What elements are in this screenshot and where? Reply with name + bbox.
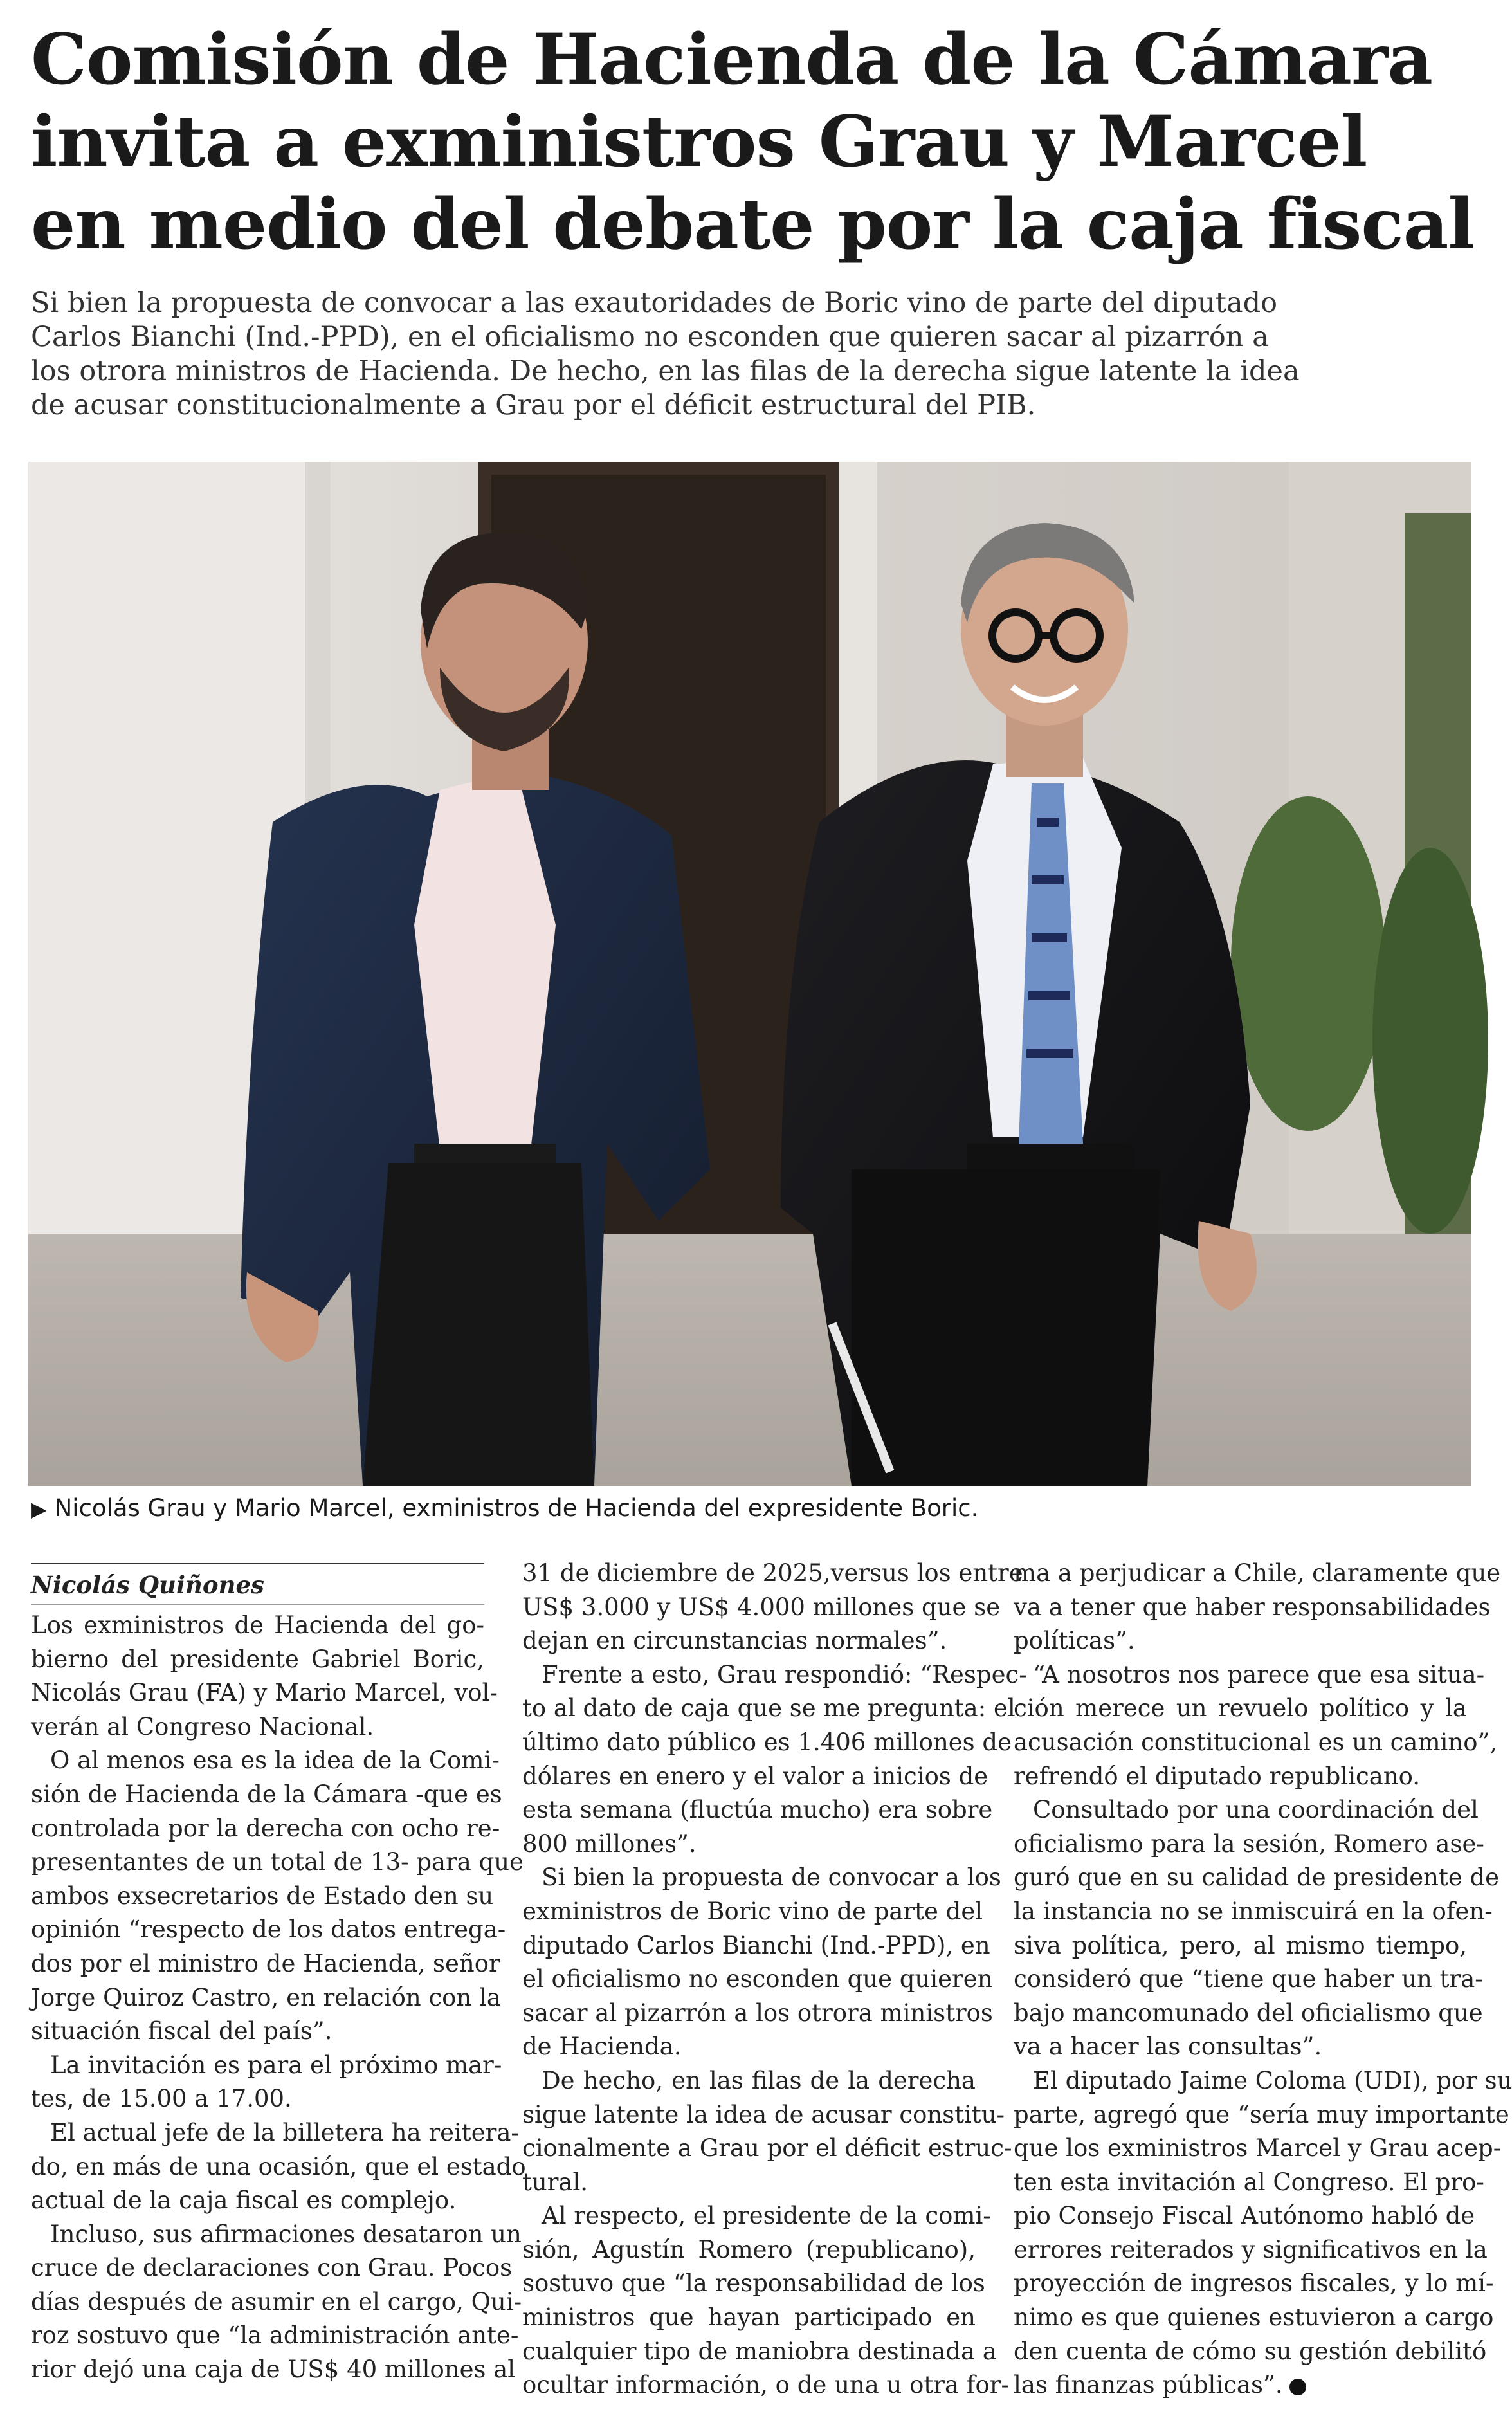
text-line: acusación constitucional es un camino”, (1014, 1728, 1498, 1756)
last-line-text: las finanzas públicas”. (1014, 2371, 1283, 2399)
text-line: ten esta invitación al Congreso. El pro- (1014, 2168, 1484, 2196)
text-line: dólares en enero y el valor a inicios de (522, 1762, 988, 1790)
article-column-1 (31, 1557, 526, 2387)
text-line: Frente a esto, Grau respondió: “Respec- (542, 1660, 1027, 1688)
text-line: esta semana (fluctúa mucho) era sobre (522, 1796, 993, 1824)
text-line: siva política, pero, al mismo tiempo, (1014, 1931, 1467, 1959)
article-column-2 (522, 1557, 1027, 2402)
article-column-3 (1014, 1557, 1512, 2402)
text-line: O al menos esa es la idea de la Comi- (50, 1746, 500, 1775)
text-line: dos por el ministro de Hacienda, señor (31, 1949, 500, 1977)
byline-rule (31, 1563, 484, 1564)
deck-line: de acusar constitucionalmente a Grau por el déficit estructural del PIB. (31, 389, 1036, 421)
text-line: bajo mancomunado del oficialismo que (1014, 1999, 1483, 2027)
headline-line: invita a exministros Grau y Marcel (31, 100, 1367, 183)
deck-line: los otrora ministros de Hacienda. De hecho, en las filas de la derecha sigue latente la idea (31, 355, 1300, 387)
text-line: Al respecto, el presidente de la comi- (542, 2202, 991, 2230)
text-line: controlada por la derecha con ocho re- (31, 1814, 500, 1842)
text-line: sión, Agustín Romero (republicano), (522, 2235, 976, 2264)
text-line: “A nosotros nos parece que esa situa- (1033, 1660, 1485, 1688)
text-line: situación fiscal del país”. (31, 2017, 332, 2045)
text-line: proyección de ingresos fiscales, y lo mí- (1014, 2269, 1494, 2298)
text-line: errores reiterados y significativos en la (1014, 2235, 1488, 2264)
byline: Nicolás Quiñones (31, 1571, 264, 1599)
text-line: El actual jefe de la billetera ha reitera- (50, 2118, 519, 2146)
text-line: Los exministros de Hacienda del go- (31, 1611, 484, 1639)
text-line: cionalmente a Grau por el déficit estruc- (522, 2134, 1012, 2163)
text-line: días después de asumir en el cargo, Qui- (31, 2287, 522, 2316)
text-line: Incluso, sus afirmaciones desataron un (50, 2220, 522, 2248)
text-line: actual de la caja fiscal es complejo. (31, 2186, 457, 2215)
text-line: bierno del presidente Gabriel Boric, (31, 1645, 484, 1673)
text-line: guró que en su calidad de presidente de (1014, 1863, 1500, 1892)
text-line: Nicolás Grau (FA) y Mario Marcel, vol- (31, 1679, 498, 1707)
text-line: exministros de Boric vino de parte del (522, 1897, 983, 1925)
caption-arrow-icon: ▶ (31, 1497, 47, 1521)
text-line: to al dato de caja que se me pregunta: el (522, 1694, 1016, 1723)
text-line: tes, de 15.00 a 17.00. (31, 2085, 292, 2113)
byline-rule (31, 1604, 484, 1605)
text-line: 800 millones”. (522, 1829, 697, 1858)
text-line: va a tener que haber responsabilidades (1014, 1593, 1491, 1621)
text-line: cualquier tipo de maniobra destinada a (522, 2337, 997, 2365)
text-line: opinión “respecto de los datos entrega- (31, 1916, 506, 1944)
text-line: El diputado Jaime Coloma (UDI), por su (1033, 2066, 1512, 2094)
deck-line: Carlos Bianchi (Ind.-PPD), en el oficialismo no esconden que quieren sacar al pizarrón a (31, 321, 1269, 353)
text-line: Jorge Quiroz Castro, en relación con la (31, 1983, 501, 2011)
text-line: va a hacer las consultas”. (1014, 2033, 1322, 2061)
text-line: ocultar información, o de una u otra for- (522, 2371, 1009, 2399)
text-line: la instancia no se inmiscuirá en la ofen- (1014, 1897, 1493, 1925)
text-line: presentantes de un total de 13- para que (31, 1848, 524, 1876)
text-line: de Hacienda. (522, 2033, 682, 2061)
news-photo (28, 462, 1471, 1486)
text-line: políticas”. (1014, 1627, 1135, 1655)
text-line: último dato público es 1.406 millones de (522, 1728, 1012, 1756)
text-line: que los exministros Marcel y Grau acep- (1014, 2134, 1502, 2163)
text-line: ministros que hayan participado en (522, 2303, 976, 2332)
headline-line: Comisión de Hacienda de la Cámara (31, 18, 1433, 100)
text-line: cruce de declaraciones con Grau. Pocos (31, 2254, 513, 2282)
headline (31, 18, 1474, 265)
caption-text: Nicolás Grau y Mario Marcel, exministros de Hacienda del expresidente Boric. (54, 1494, 979, 1522)
text-line: diputado Carlos Bianchi (Ind.-PPD), en (522, 1931, 990, 1959)
text-line: US$ 3.000 y US$ 4.000 millones que se (522, 1593, 1001, 1621)
text-line: Si bien la propuesta de convocar a los (542, 1863, 1001, 1892)
text-line: do, en más de una ocasión, que el estado (31, 2152, 526, 2181)
article-deck (31, 286, 1465, 423)
text-line: sión de Hacienda de la Cámara -que es (31, 1780, 502, 1808)
text-line: sigue latente la idea de acusar constitu- (522, 2100, 1005, 2128)
text-line: ma a perjudicar a Chile, claramente que (1014, 1559, 1501, 1587)
text-line: ción merece un revuelo político y la (1014, 1694, 1467, 1723)
text-line: roz sostuvo que “la administración ante- (31, 2321, 519, 2350)
text-line: refrendó el diputado republicano. (1014, 1762, 1421, 1790)
text-line: oficialismo para la sesión, Romero ase- (1014, 1829, 1484, 1858)
text-line: tural. (522, 2168, 588, 2196)
text-line: den cuenta de cómo su gestión debilitó (1014, 2337, 1487, 2365)
text-line: ambos exsecretarios de Estado den su (31, 1881, 494, 1910)
text-line: consideró que “tiene que haber un tra- (1014, 1965, 1483, 1993)
text-line: De hecho, en las filas de la derecha (542, 2066, 976, 2094)
text-line-last (1014, 2368, 1467, 2402)
text-line: 31 de diciembre de 2025,versus los entre (522, 1559, 1023, 1587)
text-line: verán al Congreso Nacional. (31, 1712, 374, 1741)
text-line: La invitación es para el próximo mar- (50, 2051, 502, 2079)
text-line: dejan en circunstancias normales”. (522, 1627, 947, 1655)
text-line: pio Consejo Fiscal Autónomo habló de (1014, 2202, 1475, 2230)
deck-line: Si bien la propuesta de convocar a las exautoridades de Boric vino de parte del diputado (31, 287, 1278, 319)
text-line: rior dejó una caja de US$ 40 millones al (31, 2356, 516, 2384)
text-line: sacar al pizarrón a los otrora ministros (522, 1999, 993, 2027)
text-line: el oficialismo no esconden que quieren (522, 1965, 993, 1993)
text-line: Consultado por una coordinación del (1033, 1796, 1479, 1824)
text-line: sostuvo que “la responsabilidad de los (522, 2269, 985, 2298)
headline-line: en medio del debate por la caja fiscal (31, 183, 1474, 265)
end-of-article-icon (1289, 2379, 1306, 2395)
text-line: parte, agregó que “sería muy importante (1014, 2100, 1509, 2128)
photo-caption (31, 1492, 1471, 1525)
text-line: nimo es que quienes estuvieron a cargo (1014, 2303, 1494, 2332)
